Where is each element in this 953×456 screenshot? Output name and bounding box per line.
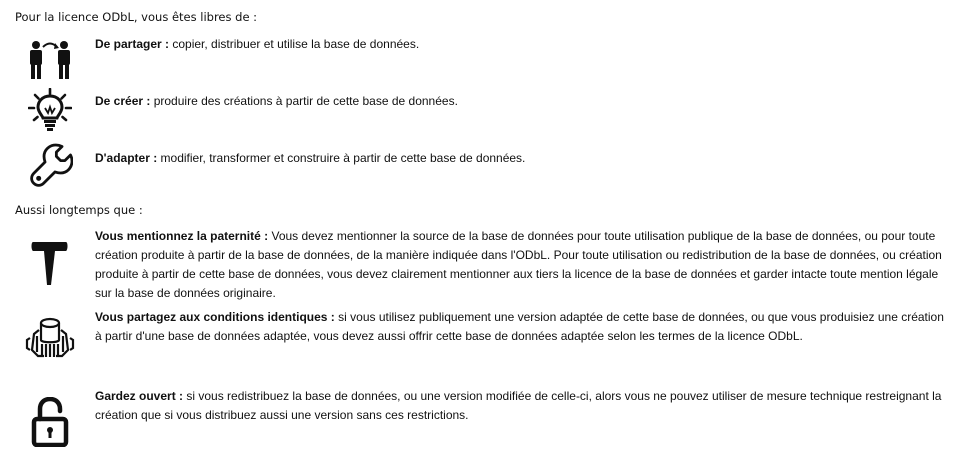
share-people-icon — [20, 39, 80, 81]
right-share-title: De partager : — [95, 37, 170, 51]
share-alike-database-icon — [20, 316, 80, 360]
condition-share-alike-title: Vous partagez aux conditions identiques : — [95, 310, 335, 324]
right-adapt-title: D'adapter : — [95, 151, 158, 165]
conditions-heading: Aussi longtemps que : — [15, 203, 143, 217]
attribution-icon — [20, 239, 80, 287]
right-create-text — [95, 92, 947, 111]
condition-attribution-text — [95, 227, 947, 303]
right-adapt-text — [95, 149, 947, 168]
condition-keep-open-description: si vous redistribuez la base de données, ou une version modifiée de celle-ci, alors vous ne pouvez utiliser de mesure technique restreignant la création que si vous distribuez aussi une version sans ces restrictions. — [95, 389, 942, 422]
wrench-icon — [20, 143, 80, 191]
right-create-description: produire des créations à partir de cette base de données. — [150, 94, 458, 108]
condition-share-alike-description: si vous utilisez publiquement une version adaptée de cette base de données, ou que vous produisiez une création à partir d'une base de données adaptée, vous devez aussi offrir cette base de données adaptée selon les termes de la licence ODbL. — [95, 310, 944, 343]
right-share-text — [95, 35, 947, 54]
condition-keep-open-title: Gardez ouvert : — [95, 389, 184, 403]
lightbulb-icon — [20, 88, 80, 132]
right-share-description: copier, distribuer et utilise la base de données. — [169, 37, 420, 51]
condition-attribution-description: Vous devez mentionner la source de la base de données pour toute utilisation publique de la base de données, ou pour toute création produite à partir de la base de données, de la manière indiquée dans l'ODbL. Pour toute utilisation ou redistribution de la base de données, ou création produite à partir de cette base de données, vous devez clairement mentionner aux tiers la licence de la base de données et garder intacte toute mention légale sur la base de données originaire. — [95, 229, 942, 300]
rights-heading: Pour la licence ODbL, vous êtes libres de : — [15, 10, 258, 24]
condition-attribution-title: Vous mentionnez la paternité : — [95, 229, 269, 243]
condition-keep-open-text — [95, 387, 947, 425]
condition-share-alike-text — [95, 308, 947, 346]
right-adapt-description: modifier, transformer et construire à partir de cette base de données. — [157, 151, 526, 165]
open-padlock-icon — [20, 397, 80, 447]
right-create-title: De créer : — [95, 94, 151, 108]
